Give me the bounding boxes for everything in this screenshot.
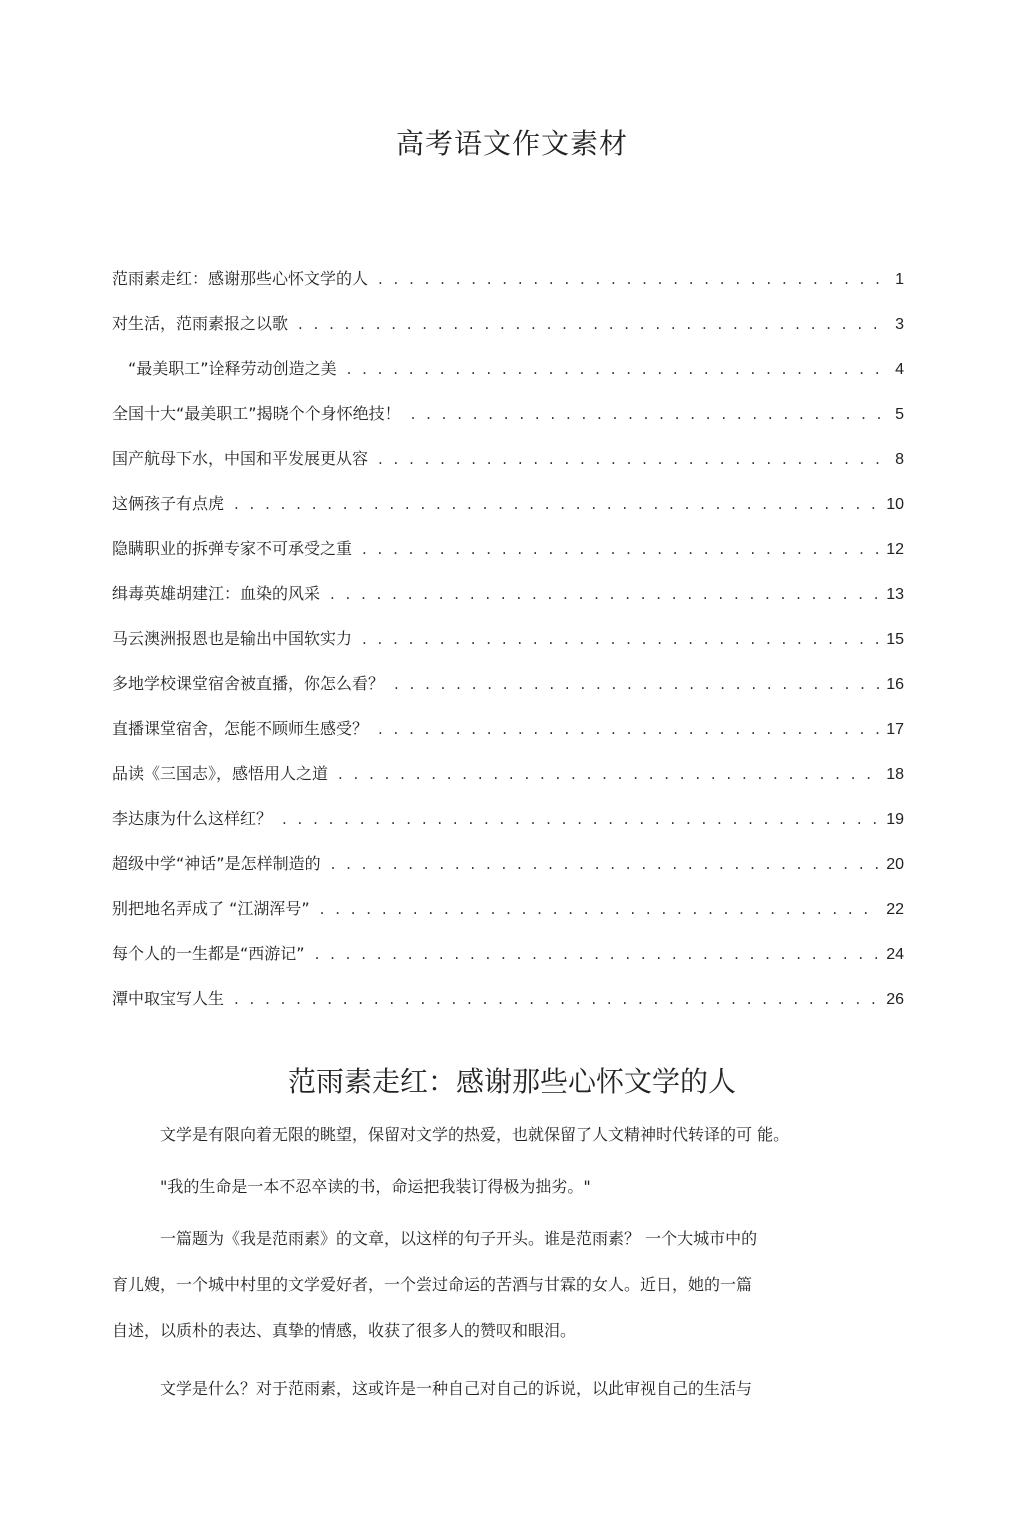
toc-entry[interactable] <box>112 403 904 448</box>
toc-leader-dots <box>362 628 880 650</box>
toc-entry[interactable] <box>112 673 904 718</box>
toc-entry-title: 对生活，范雨素报之以歌 <box>112 314 289 333</box>
toc-entry[interactable] <box>112 538 904 583</box>
toc-entry[interactable] <box>112 763 904 808</box>
toc-entry-page: 19 <box>886 811 904 828</box>
toc-entry-title: 这俩孩子有点虎 <box>112 494 225 513</box>
paragraph-line: 育儿嫂，一个城中村里的文学爱好者，一个尝过命运的苦酒与甘霖的女人。近日，她的一篇 <box>112 1275 753 1294</box>
toc-leader-dots <box>378 718 880 740</box>
toc-entry[interactable] <box>112 718 904 763</box>
table-of-contents <box>112 268 904 1033</box>
toc-entry-page: 4 <box>895 361 904 378</box>
toc-leader-dots <box>330 583 880 605</box>
toc-entry-page: 8 <box>895 451 904 468</box>
toc-entry-page: 26 <box>886 991 904 1008</box>
toc-entry-page: 22 <box>886 901 904 918</box>
toc-entry-page: 24 <box>886 946 904 963</box>
toc-leader-dots <box>378 448 889 470</box>
toc-leader-dots <box>338 763 880 785</box>
toc-entry-page: 20 <box>886 856 904 873</box>
toc-entry-title: 潭中取宝写人生 <box>112 989 225 1008</box>
toc-entry-title: 直播课堂宿舍，怎能不顾师生感受？ <box>112 719 369 738</box>
toc-entry-page: 18 <box>886 766 904 783</box>
toc-leader-dots <box>394 673 880 695</box>
toc-leader-dots <box>298 313 889 335</box>
article-title: 范雨素走红：感谢那些心怀文学的人 <box>287 1065 736 1098</box>
toc-entry-page: 12 <box>886 541 904 558</box>
toc-entry-title: 隐瞒职业的拆弹专家不可承受之重 <box>112 539 353 558</box>
toc-entry[interactable] <box>112 358 904 403</box>
article-paragraph: 文学是有限向着无限的眺望，保留对文学的热爱，也就保留了人文精神时代转译的可 能。 <box>160 1125 790 1144</box>
toc-entry[interactable] <box>112 583 904 628</box>
toc-leader-dots <box>234 988 880 1010</box>
toc-entry[interactable] <box>112 943 904 988</box>
toc-entry[interactable] <box>112 628 904 673</box>
toc-leader-dots <box>331 853 881 875</box>
toc-entry-title: 品读《三国志》，感悟用人之道 <box>112 764 329 783</box>
toc-entry-page: 3 <box>895 316 904 333</box>
paragraph-line: 一篇题为《我是范雨素》的文章，以这样的句子开头。谁是范雨素？ 一个大城市中的 <box>160 1229 758 1248</box>
toc-entry[interactable] <box>112 898 904 943</box>
toc-entry-page: 13 <box>886 586 904 603</box>
article-quote: "我的生命是一本不忍卒读的书，命运把我装订得极为拙劣。" <box>160 1177 591 1196</box>
toc-entry-title: 别把地名弄成了 “江湖浑号” <box>112 899 310 918</box>
toc-leader-dots <box>320 898 881 920</box>
paragraph-line: 自述，以质朴的表达、真挚的情感，收获了很多人的赞叹和眼泪。 <box>112 1321 577 1340</box>
toc-entry-title: 缉毒英雄胡建江：血染的风采 <box>112 584 321 603</box>
toc-entry[interactable] <box>112 268 904 313</box>
article-paragraph: 文学是什么？对于范雨素，这或许是一种自己对自己的诉说，以此审视自己的生活与 <box>160 1379 753 1398</box>
toc-leader-dots <box>362 538 880 560</box>
toc-entry-page: 16 <box>886 676 904 693</box>
toc-entry-title: 马云澳洲报恩也是输出中国软实力 <box>112 629 353 648</box>
toc-entry[interactable] <box>112 988 904 1033</box>
toc-entry-title: 全国十大“最美职工”揭晓个个身怀绝技！ <box>112 404 401 423</box>
toc-entry-title: 多地学校课堂宿舍被直播，你怎么看？ <box>112 674 385 693</box>
toc-leader-dots <box>347 358 890 380</box>
toc-leader-dots <box>234 493 880 515</box>
toc-leader-dots <box>378 268 889 290</box>
toc-entry[interactable] <box>112 808 904 853</box>
toc-entry-title: 每个人的一生都是“西游记” <box>112 944 305 963</box>
toc-entry[interactable] <box>112 853 904 898</box>
toc-entry-page: 1 <box>895 271 904 288</box>
toc-entry-page: 17 <box>886 721 904 738</box>
toc-entry[interactable] <box>112 493 904 538</box>
toc-entry-page: 5 <box>895 406 904 423</box>
toc-leader-dots <box>315 943 881 965</box>
toc-entry-page: 15 <box>886 631 904 648</box>
toc-entry-title: 范雨素走红：感谢那些心怀文学的人 <box>112 269 369 288</box>
article-paragraph <box>112 1228 852 1366</box>
toc-entry[interactable] <box>112 313 904 358</box>
toc-entry-title: 国产航母下水，中国和平发展更从容 <box>112 449 369 468</box>
toc-entry-title: 李达康为什么这样红？ <box>112 809 273 828</box>
toc-entry[interactable] <box>112 448 904 493</box>
toc-entry-title: 超级中学“神话”是怎样制造的 <box>112 854 321 873</box>
document-title: 高考语文作文素材 <box>395 127 628 160</box>
toc-leader-dots <box>411 403 890 425</box>
toc-entry-title: “最美职工”诠释劳动创造之美 <box>128 359 337 378</box>
toc-entry-page: 10 <box>886 496 904 513</box>
toc-leader-dots <box>282 808 880 830</box>
